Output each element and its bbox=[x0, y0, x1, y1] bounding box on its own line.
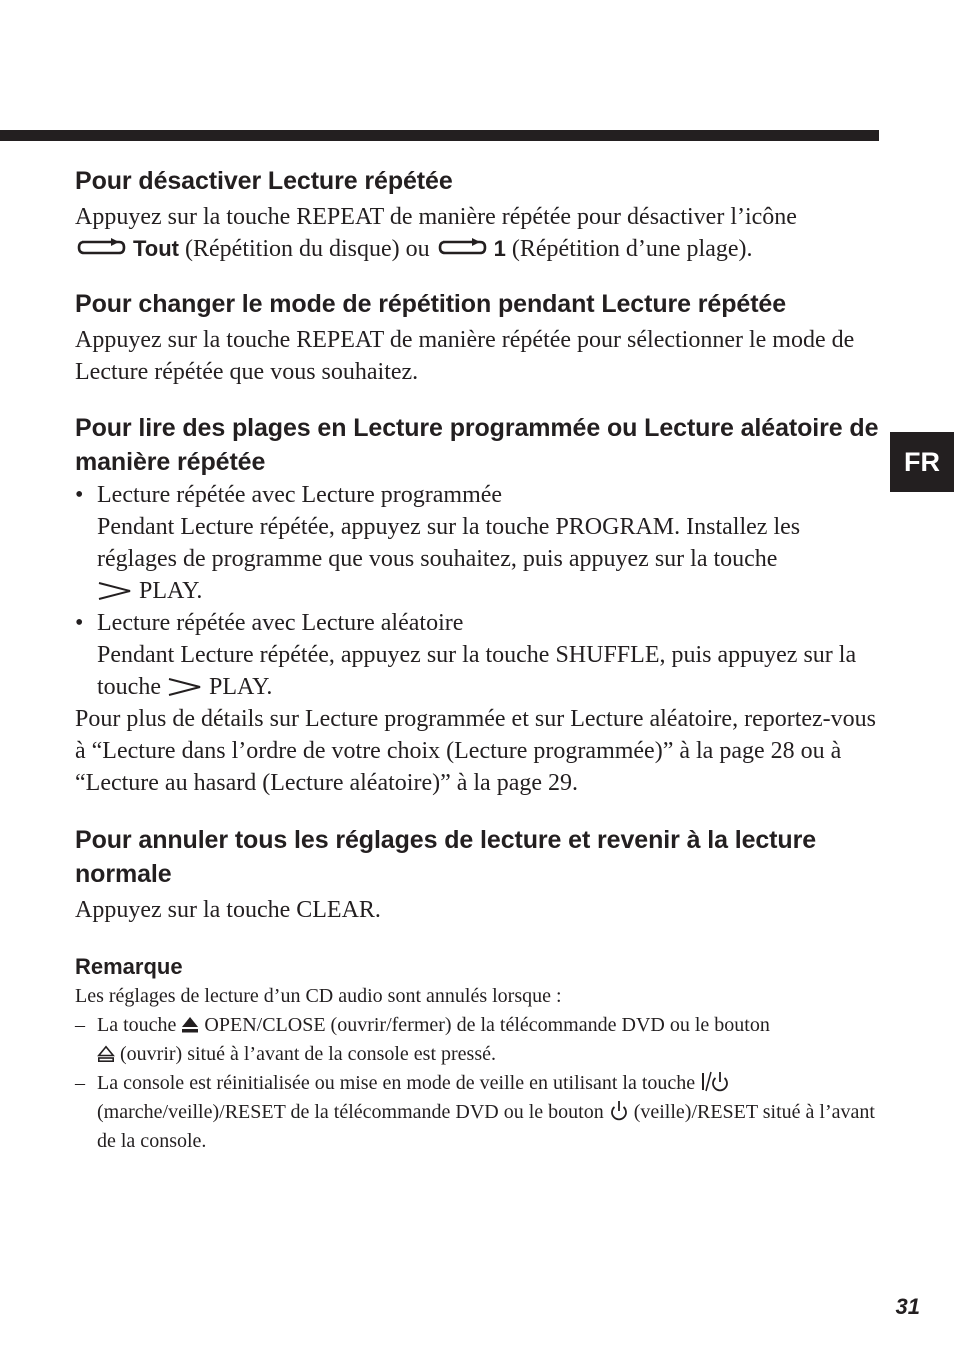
note-intro: Les réglages de lecture d’un CD audio sont annulés lorsque : bbox=[75, 985, 562, 1007]
note-list bbox=[75, 1011, 881, 1156]
power-standby-icon bbox=[700, 1070, 728, 1092]
note-title: Remarque bbox=[75, 954, 183, 979]
page-content bbox=[75, 164, 881, 1156]
top-rule bbox=[0, 130, 879, 141]
repeat-icon bbox=[75, 237, 127, 259]
page-number: 31 bbox=[895, 1294, 920, 1319]
list-item: – La touche OPEN/CLOSE (ouvrir/fermer) de la télécommande DVD ou le bouton (ouvrir) situé à l’avant de la console est pressé. bbox=[75, 1014, 770, 1065]
list-item: • Lecture répétée avec Lecture programmée Pendant Lecture répétée, appuyez sur la touche PROGRAM. Installez les réglages de programme que vous souhaitez, puis appuyez sur la touche PLAY. bbox=[75, 482, 801, 604]
paragraph-disable-repeat: Appuyez sur la touche REPEAT de manière répétée pour désactiver l’icône Tout (Répétition du disque) ou 1 (Répétition d’une plage). bbox=[75, 204, 797, 262]
bullet-list bbox=[75, 479, 881, 703]
paragraph-cancel-settings: Appuyez sur la touche CLEAR. bbox=[75, 897, 381, 923]
heading-repeat-program-shuffle: Pour lire des plages en Lecture programmée ou Lecture aléatoire de manière répétée bbox=[75, 414, 879, 476]
list-item: • Lecture répétée avec Lecture aléatoire Pendant Lecture répétée, appuyez sur la touche SHUFFLE, puis appuyez sur la touche PLAY. bbox=[75, 610, 857, 700]
paragraph-change-repeat-mode: Appuyez sur la touche REPEAT de manière répétée pour sélectionner le mode de Lecture répétée que vous souhaitez. bbox=[75, 327, 855, 385]
repeat-icon bbox=[436, 237, 488, 259]
play-icon bbox=[167, 677, 203, 697]
paragraph-more-details: Pour plus de détails sur Lecture programmée et sur Lecture aléatoire, reportez-vous à “Lecture dans l’ordre de votre choix (Lecture programmée)” à la page 28 ou à “Lecture au hasard (Lecture aléatoire)” à la page 29. bbox=[75, 706, 877, 796]
heading-disable-repeat: Pour désactiver Lecture répétée bbox=[75, 167, 453, 195]
heading-change-repeat-mode: Pour changer le mode de répétition pendant Lecture répétée bbox=[75, 290, 787, 318]
language-tab: FR bbox=[890, 432, 954, 492]
heading-cancel-settings: Pour annuler tous les réglages de lecture et revenir à la lecture normale bbox=[75, 826, 817, 888]
standby-icon bbox=[609, 1099, 629, 1121]
eject-icon bbox=[181, 1016, 199, 1034]
list-item: – La console est réinitialisée ou mise en mode de veille en utilisant la touche (marche/veille)/RESET de la télécommande DVD ou le bouton (veille)/RESET situé à l’avant de la console. bbox=[75, 1072, 875, 1152]
play-icon bbox=[97, 581, 133, 601]
eject-outline-icon bbox=[97, 1045, 115, 1063]
